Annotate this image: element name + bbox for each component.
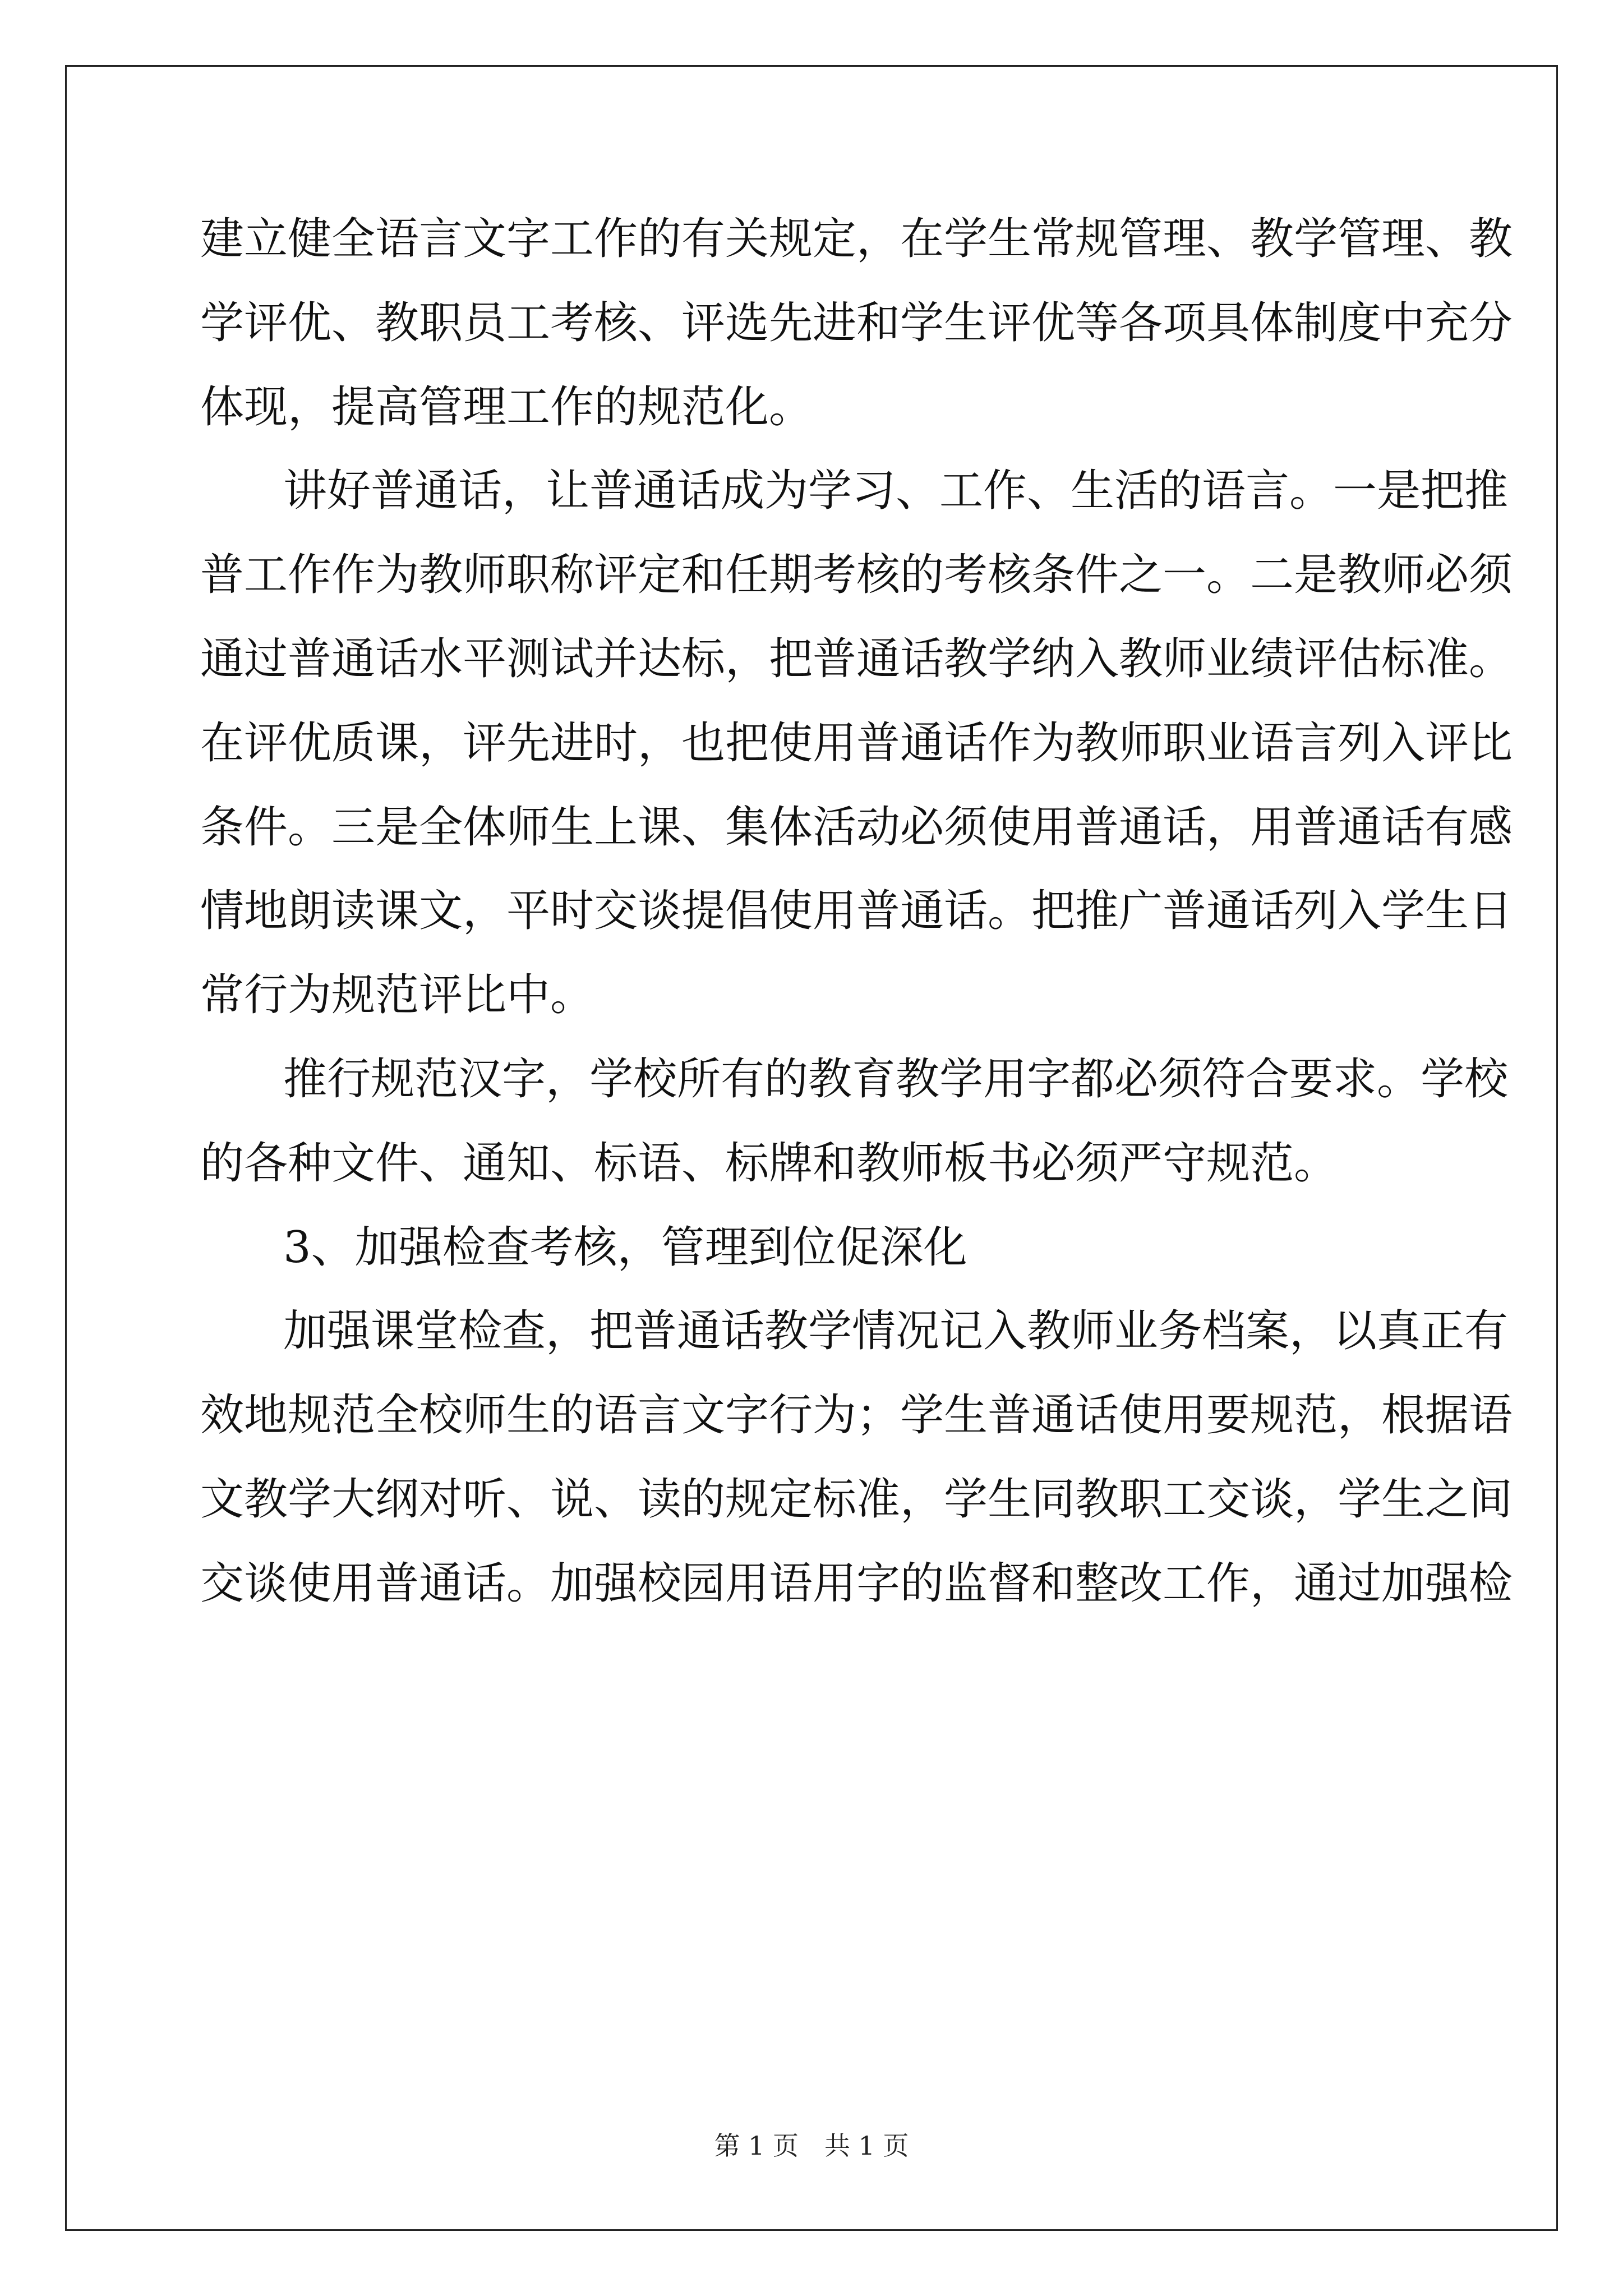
text-line: 普工作作为教师职称评定和任期考核的考核条件之一。二是教师必须 <box>200 550 1513 601</box>
paragraph-first-line: 讲好普通话，让普通话成为学习、工作、生活的语言。一是把推 <box>283 466 1509 517</box>
text-line: 通过普通话水平测试并达标，把普通话教学纳入教师业绩评估标准。 <box>200 633 1513 684</box>
text-line: 情地朗读课文，平时交谈提倡使用普通话。把推广普通话列入学生日 <box>200 886 1513 937</box>
text-line: 在评优质课，评先进时，也把使用普通话作为教师职业语言列入评比 <box>200 717 1513 769</box>
text-line: 建立健全语言文字工作的有关规定，在学生常规管理、教学管理、教 <box>200 214 1513 264</box>
paragraph-first-line: 推行规范汉字，学校所有的教育教学用字都必须符合要求。学校 <box>283 1053 1509 1105</box>
text-line: 效地规范全校师生的语言文字行为；学生普通话使用要规范，根据语 <box>200 1390 1513 1441</box>
text-line: 学评优、教职员工考核、评选先进和学生评优等各项具体制度中充分 <box>200 297 1513 348</box>
section-heading: 3、加强检查考核，管理到位促深化 <box>283 1222 967 1273</box>
text-line: 体现，提高管理工作的规范化。 <box>200 381 813 432</box>
text-line: 的各种文件、通知、标语、标牌和教师板书必须严守规范。 <box>200 1138 1338 1189</box>
text-line: 常行为规范评比中。 <box>200 970 594 1021</box>
text-line: 交谈使用普通话。加强校园用语用字的监督和整改工作，通过加强检 <box>200 1558 1513 1609</box>
document-body <box>200 197 1513 1626</box>
text-line: 条件。三是全体师生上课、集体活动必须使用普通话，用普通话有感 <box>200 802 1513 853</box>
page-number: 第 1 页 共 1 页 <box>714 2131 909 2161</box>
text-line: 文教学大纲对听、说、读的规定标准，学生同教职工交谈，学生之间 <box>200 1474 1513 1525</box>
paragraph-first-line: 加强课堂检查，把普通话教学情况记入教师业务档案，以真正有 <box>283 1306 1509 1357</box>
